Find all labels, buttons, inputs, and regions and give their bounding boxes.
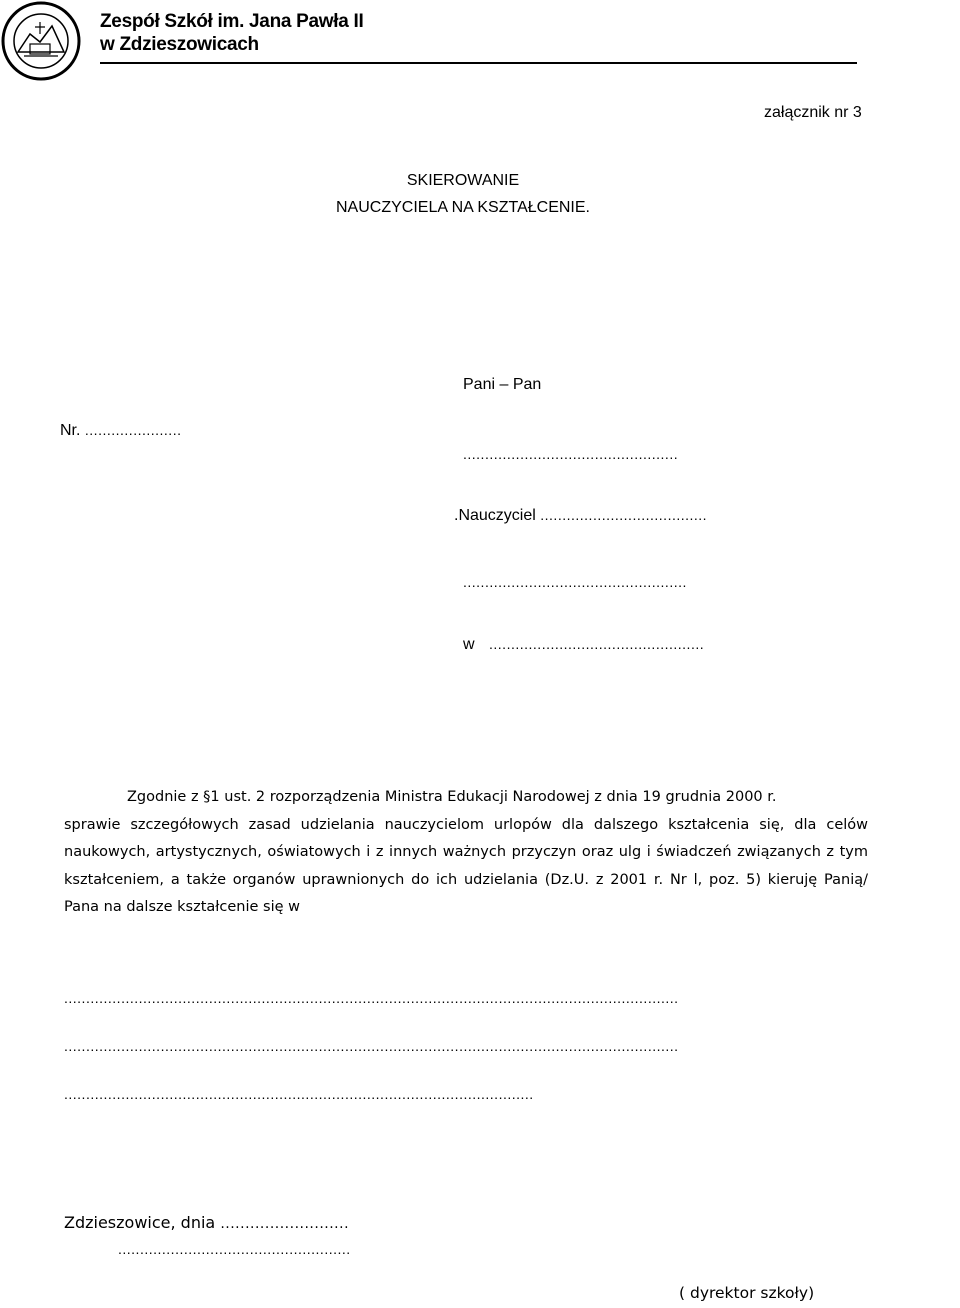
place-field: [463, 636, 704, 654]
fill-line-1: ............................................................................................................................................: [64, 990, 679, 1006]
in-dots: .................................................: [489, 636, 705, 652]
school-name-line1: Zespół Szkół im. Jana Pawła II: [100, 11, 364, 32]
school-name-line2: w Zdzieszowicach: [100, 34, 259, 55]
signature-label: ( dyrektor szkoły): [679, 1284, 815, 1302]
fill-line-2: ............................................................................................................................................: [64, 1038, 679, 1054]
teacher-field: [454, 507, 707, 525]
legal-basis-paragraph: [64, 784, 868, 922]
place-date-dots: ..........................: [220, 1216, 350, 1232]
teacher-dots: ......................................: [540, 507, 708, 523]
paragraph-line1: Zgodnie z §1 ust. 2 rozporządzenia Ministra Edukacji Narodowej z dnia 19 grudnia 2000 r.: [127, 789, 777, 805]
header-rule: [100, 62, 857, 64]
salutation: Pani – Pan: [463, 376, 542, 393]
document-subtitle: NAUCZYCIELA NA KSZTAŁCENIE.: [336, 199, 590, 216]
school-seal-logo: [0, 0, 82, 82]
place-date-label: Zdzieszowice, dnia: [64, 1213, 216, 1232]
signature-dots: .....................................................: [118, 1241, 351, 1257]
number-field: [60, 422, 181, 440]
school-dots: ...................................................: [463, 574, 687, 590]
paragraph-rest: sprawie szczegółowych zasad udzielania nauczycielom urlopów dla dalszego kształcenia się, dla celów naukowych, artystycznych, oświatowych i z innych ważnych przyczyn oraz ulg i świadczeń związanych z tym kształceniem, a także organów uprawnionych do ich udzielania (Dz.U. z 2001 r. Nr l, poz. 5) kieruję Panią/ Pana na dalsze kształcenie się w: [64, 816, 868, 915]
school-name: [100, 10, 363, 56]
number-label: Nr.: [60, 422, 81, 439]
teacher-label: .Nauczyciel: [454, 507, 536, 524]
number-dots: ......................: [84, 422, 182, 438]
name-dots: .................................................: [463, 446, 679, 462]
in-label: w: [463, 636, 475, 653]
fill-line-3: ...........................................................................................................: [64, 1086, 534, 1102]
place-date: [64, 1213, 349, 1232]
document-title: SKIEROWANIE: [406, 172, 520, 189]
attachment-label: załącznik nr 3: [764, 104, 862, 121]
